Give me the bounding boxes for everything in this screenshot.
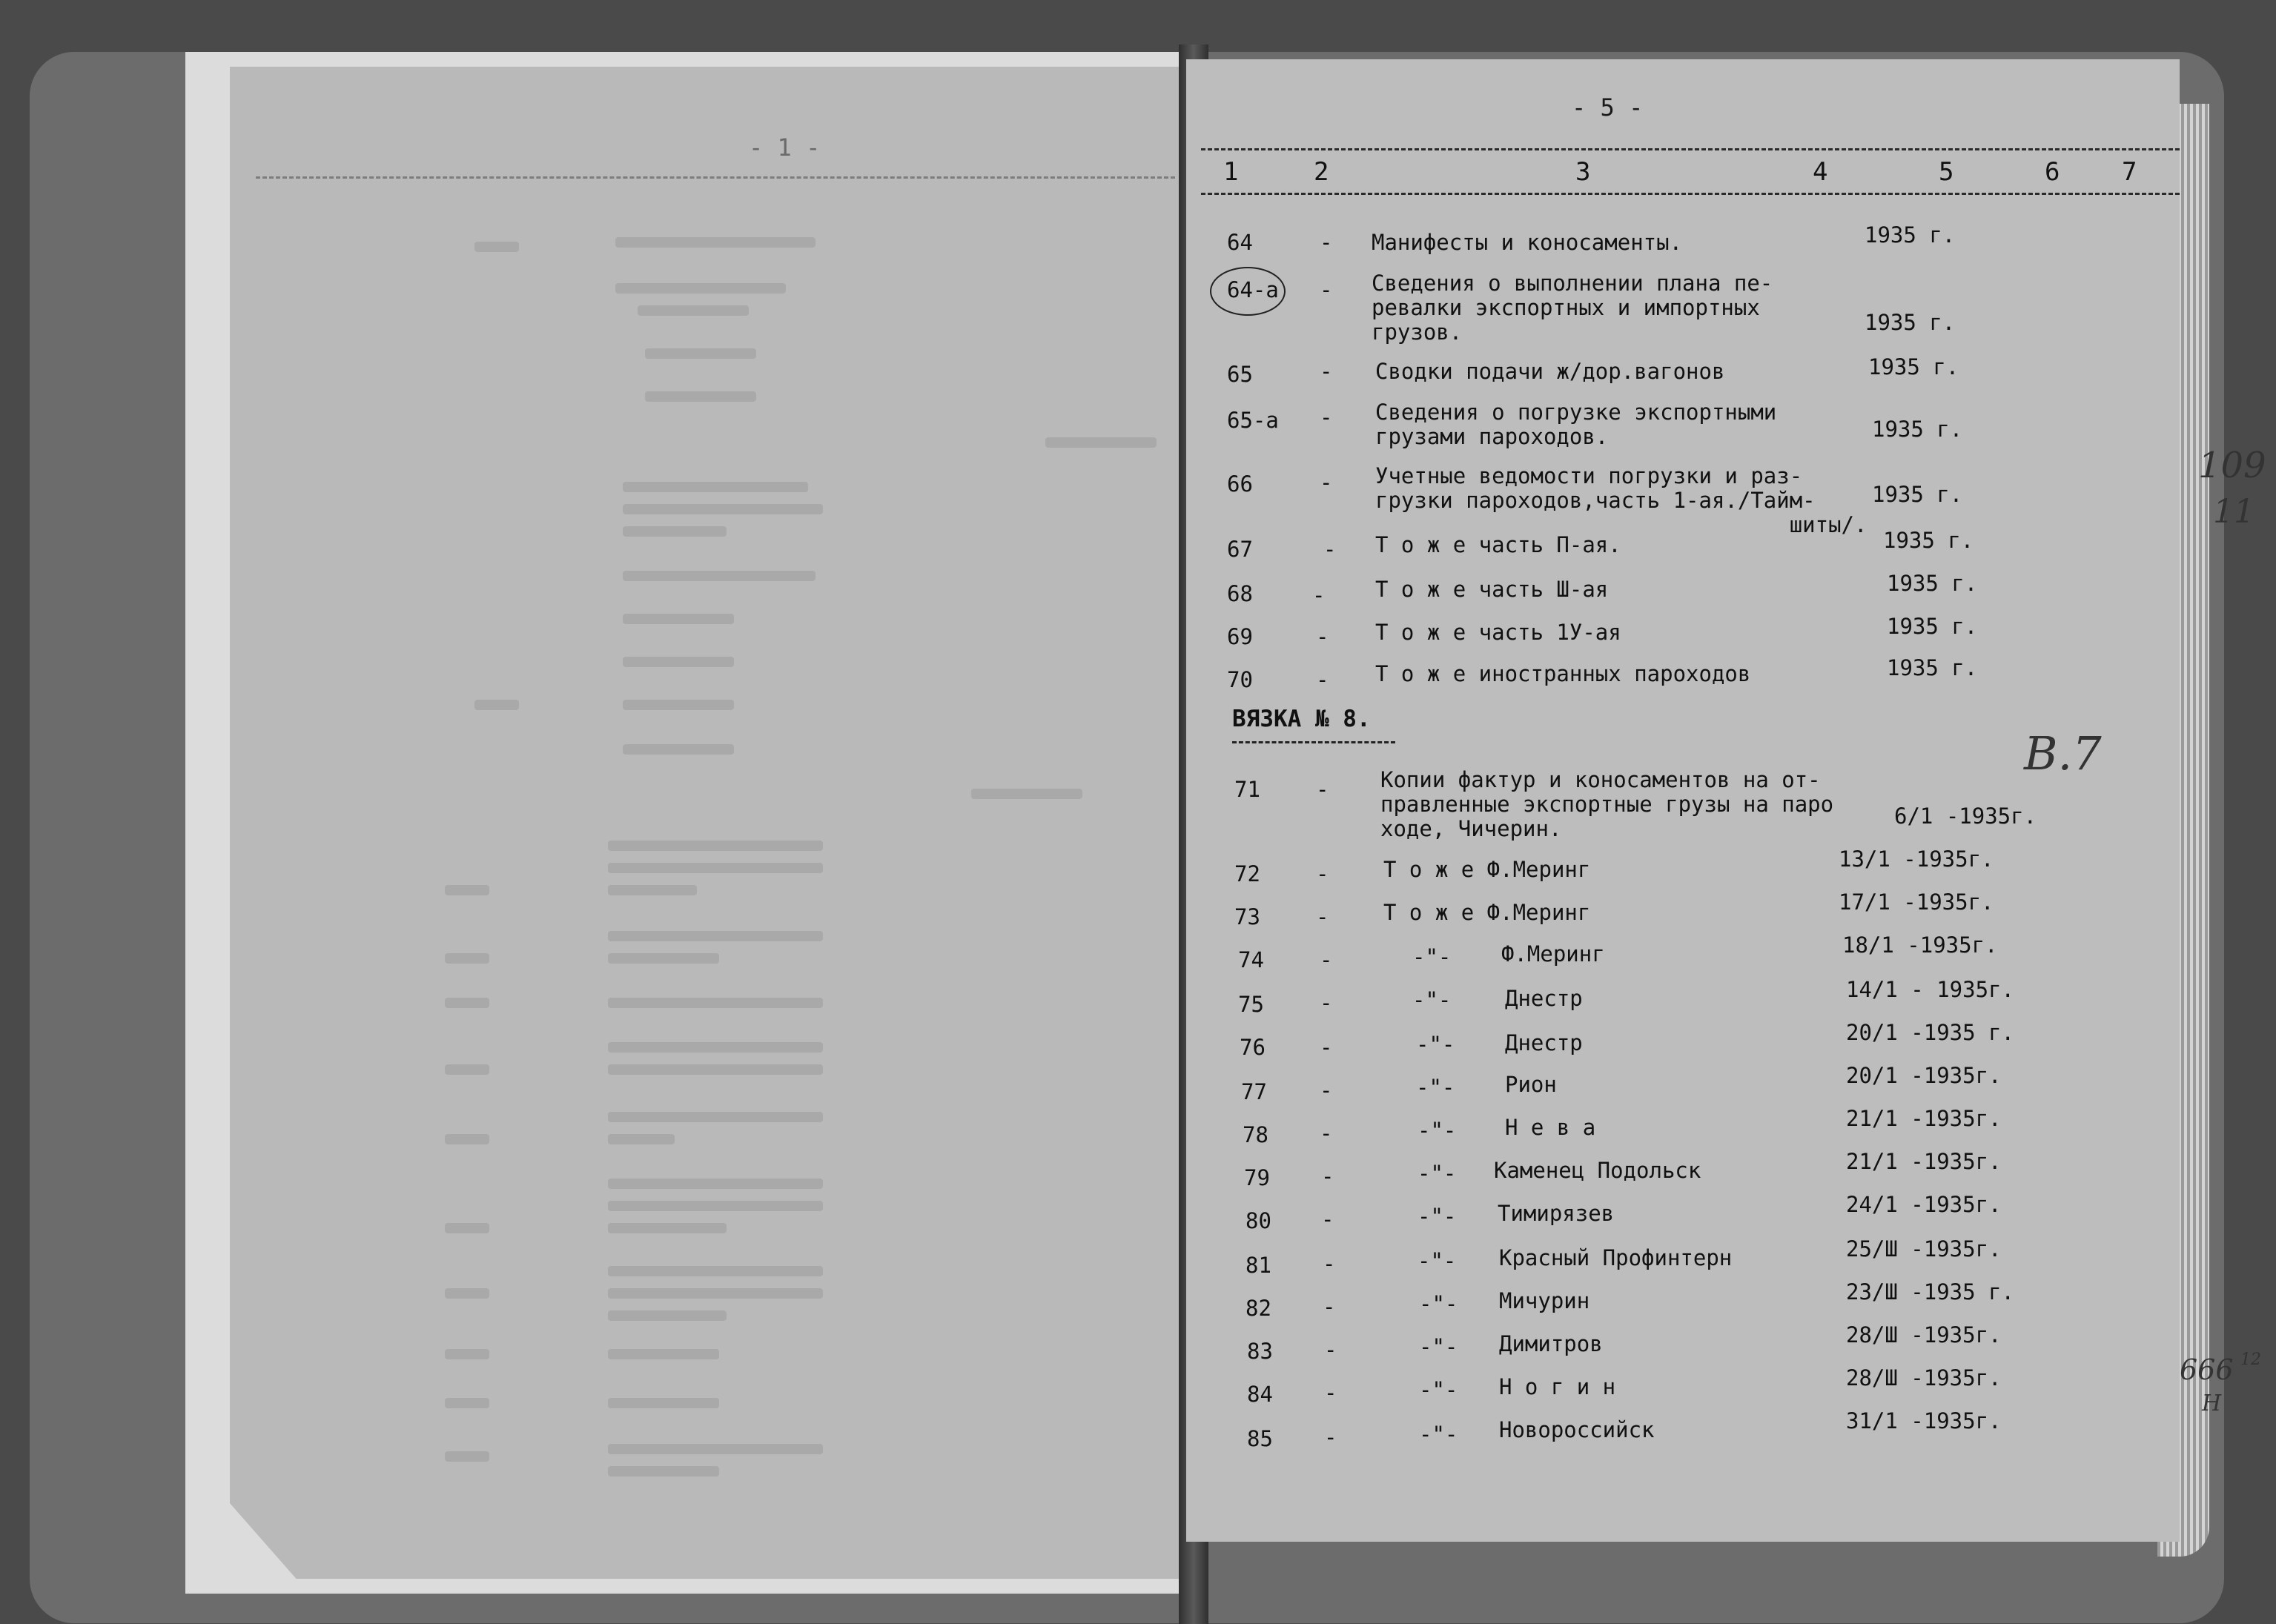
entry-number: 76 (1240, 1035, 1266, 1060)
entry-date: 1935 г. (1865, 222, 1956, 248)
entry-dash: - (1312, 583, 1326, 608)
entry-dash: - (1316, 861, 1329, 886)
entry-title: Сводки подачи ж/дор.вагонов (1375, 359, 1725, 384)
entry-date: 18/1 -1935г. (1842, 932, 1998, 958)
entry-date: 20/1 -1935г. (1846, 1063, 2002, 1088)
entry-dash: - (1320, 277, 1333, 302)
entry-date: 17/1 -1935г. (1839, 889, 1994, 915)
entry-date: 6/1 -1935г. (1894, 803, 2037, 829)
entry-title: Красный Профинтерн (1499, 1245, 1733, 1270)
entry-date: 23/Ш -1935 г. (1846, 1279, 2014, 1305)
column-header-4: 4 (1813, 157, 1828, 187)
entry-dash: - (1323, 1294, 1336, 1319)
entry-title: Копии фактур и коносаментов на от- правленные экспортные грузы на паро ходе, Чичерин. (1380, 767, 1834, 841)
entry-number: 85 (1247, 1426, 1273, 1451)
ditto-mark: -"- (1416, 1075, 1455, 1100)
entry-dash: - (1316, 777, 1329, 802)
entry-number: 78 (1243, 1122, 1268, 1147)
entry-dash: - (1320, 1035, 1333, 1060)
entry-number: 83 (1247, 1339, 1273, 1364)
entry-title: Новороссийск (1499, 1417, 1655, 1442)
left-header-divider (256, 176, 1175, 179)
entry-date: 28/Ш -1935г. (1846, 1322, 2002, 1348)
entry-dash: - (1320, 990, 1333, 1015)
entry-number: 70 (1227, 667, 1253, 692)
entry-number: 79 (1244, 1165, 1270, 1190)
entry-date: 1935 г. (1883, 528, 1974, 553)
ditto-mark: -"- (1419, 1291, 1458, 1316)
entry-dash: - (1320, 470, 1333, 495)
entry-title: Димитров (1499, 1331, 1603, 1356)
entry-dash: - (1321, 1207, 1334, 1232)
column-header-1: 1 (1223, 157, 1239, 187)
ditto-mark: -"- (1417, 1118, 1457, 1143)
entry-number: 71 (1234, 777, 1260, 802)
entry-dash: - (1316, 667, 1329, 692)
ditto-mark: -"- (1412, 944, 1452, 970)
entry-title: Т о ж е Ф.Меринг (1383, 857, 1591, 882)
ditto-mark: -"- (1416, 1032, 1455, 1057)
bundle-underline (1232, 741, 1395, 743)
entry-dash: - (1320, 359, 1333, 384)
ditto-mark: -"- (1412, 987, 1452, 1012)
entry-dash: - (1324, 1425, 1337, 1450)
entry-date: 21/1 -1935г. (1846, 1106, 2002, 1131)
header-divider-top (1201, 148, 2180, 150)
entry-dash: - (1320, 230, 1333, 255)
entry-number: 64-а (1227, 277, 1279, 302)
entry-date: 24/1 -1935г. (1846, 1192, 2002, 1217)
entry-dash: - (1323, 1251, 1336, 1276)
entry-date: 25/Ш -1935г. (1846, 1236, 2002, 1262)
ditto-mark: -"- (1417, 1204, 1457, 1229)
column-header-2: 2 (1314, 157, 1329, 187)
ditto-mark: -"- (1417, 1248, 1457, 1273)
handwritten-margin-number: 109 (2198, 445, 2266, 486)
left-page (230, 67, 1179, 1579)
entry-number: 65 (1227, 362, 1253, 387)
entry-dash: - (1316, 624, 1329, 649)
entry-number: 66 (1227, 471, 1253, 497)
entry-dash: - (1324, 1337, 1337, 1362)
entry-date: 1935 г. (1872, 482, 1963, 507)
column-header-5: 5 (1939, 157, 1954, 187)
ditto-mark: -"- (1419, 1334, 1458, 1359)
handwritten-margin-letter: Н (2202, 1391, 2222, 1416)
entry-title: Ф.Меринг (1501, 941, 1605, 967)
entry-title: Каменец Подольск (1494, 1158, 1701, 1183)
entry-date: 1935 г. (1868, 354, 1959, 380)
entry-date: 20/1 -1935 г. (1846, 1020, 2014, 1045)
entry-date: 1935 г. (1872, 417, 1963, 442)
handwritten-margin-number: 666 (2180, 1353, 2234, 1386)
bundle-heading: ВЯЗКА № 8. (1232, 706, 1371, 732)
handwritten-margin-superscript: 12 (2240, 1350, 2261, 1369)
entry-title: Тимирязев (1498, 1201, 1615, 1226)
entry-number: 69 (1227, 624, 1253, 649)
entry-title: Днестр (1505, 986, 1583, 1011)
entry-number: 80 (1245, 1208, 1271, 1233)
entry-title: Рион (1505, 1072, 1557, 1097)
entry-date: 1935 г. (1887, 655, 1978, 680)
entry-title: Т о ж е часть П-ая. (1375, 532, 1621, 557)
entry-date: 31/1 -1935г. (1846, 1408, 2002, 1434)
entry-title: Н о г и н (1499, 1374, 1616, 1399)
header-divider-bottom (1201, 193, 2180, 195)
entry-number: 74 (1238, 947, 1264, 972)
handwritten-margin-number: 11 (2213, 493, 2255, 531)
entry-date: 1935 г. (1865, 310, 1956, 335)
entry-number: 73 (1234, 904, 1260, 929)
ditto-mark: -"- (1419, 1422, 1458, 1447)
entry-number: 84 (1247, 1382, 1273, 1407)
entry-title: Т о ж е иностранных пароходов (1375, 661, 1751, 686)
entry-title: Т о ж е часть Ш-ая (1375, 577, 1609, 602)
entry-dash: - (1320, 947, 1333, 972)
entry-number: 81 (1245, 1253, 1271, 1278)
entry-title: Н е в а (1505, 1115, 1596, 1140)
entry-title: Мичурин (1499, 1288, 1590, 1313)
entry-date: 14/1 - 1935г. (1846, 977, 2014, 1002)
entry-title: Т о ж е часть 1У-ая (1375, 620, 1621, 645)
entry-number: 67 (1227, 537, 1253, 562)
entry-dash: - (1324, 1380, 1337, 1405)
entry-number: 75 (1238, 992, 1264, 1017)
left-page-number: - 1 - (749, 133, 821, 162)
entry-title: Сведения о погрузке экспортными грузами пароходов. (1375, 400, 1777, 449)
entry-dash: - (1320, 1121, 1333, 1146)
entry-date: 28/Ш -1935г. (1846, 1365, 2002, 1391)
entry-number: 64 (1227, 230, 1253, 255)
entry-title: Манифесты и коносаменты. (1372, 230, 1683, 255)
entry-number: 77 (1241, 1079, 1267, 1104)
entry-number: 65-а (1227, 408, 1279, 433)
column-header-6: 6 (2045, 157, 2060, 187)
entry-date: 21/1 -1935г. (1846, 1149, 2002, 1174)
column-header-7: 7 (2122, 157, 2137, 187)
entry-date: 13/1 -1935г. (1839, 846, 1994, 872)
entry-title: Т о ж е Ф.Меринг (1383, 900, 1591, 925)
entry-title: Учетные ведомости погрузки и раз- грузки пароходов,часть 1-ая./Тайм- шиты/. (1375, 463, 1868, 537)
entry-title: Сведения о выполнении плана пе- ревалки экспортных и импортных грузов. (1372, 271, 1773, 345)
entry-number: 68 (1227, 581, 1253, 606)
entry-dash: - (1321, 1164, 1334, 1189)
entry-title: Днестр (1505, 1030, 1583, 1055)
entry-date: 1935 г. (1887, 571, 1978, 596)
page-number: - 5 - (1572, 93, 1644, 122)
ditto-mark: -"- (1419, 1377, 1458, 1402)
entry-number: 72 (1234, 861, 1260, 886)
entry-dash: - (1323, 537, 1337, 562)
entry-dash: - (1316, 904, 1329, 929)
entry-dash: - (1320, 405, 1333, 430)
entry-dash: - (1320, 1078, 1333, 1103)
entry-date: 1935 г. (1887, 614, 1978, 639)
entry-number: 82 (1245, 1296, 1271, 1321)
ditto-mark: -"- (1417, 1161, 1457, 1186)
column-header-3: 3 (1575, 157, 1591, 187)
handwritten-mark: В.7 (2024, 726, 2102, 780)
